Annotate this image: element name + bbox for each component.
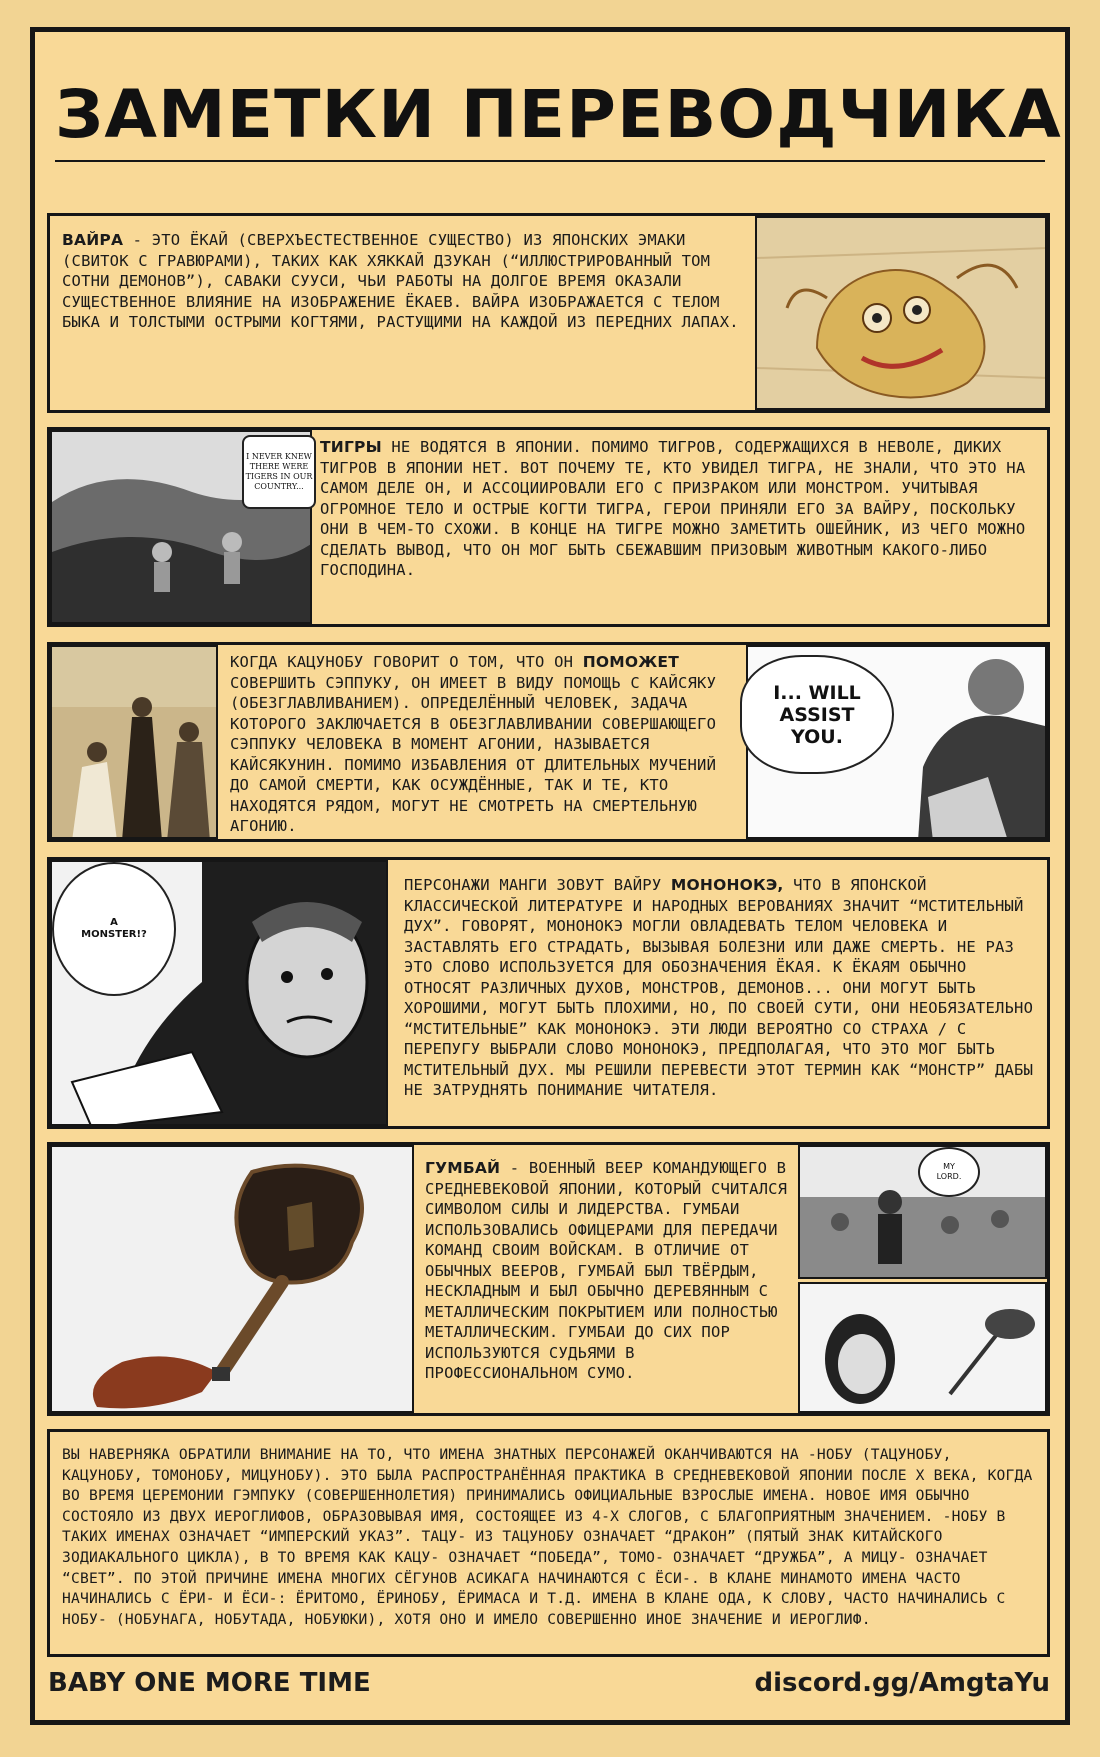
note-assist-text: [230, 652, 742, 837]
footer-team-name: BABY ONE MORE TIME: [48, 1668, 371, 1698]
note-body: НЕ ВОДЯТСЯ В ЯПОНИИ. ПОМИМО ТИГРОВ, СОДЕРЖАЩИХСЯ В НЕВОЛЕ, ДИКИХ ТИГРОВ В ЯПОНИИ НЕТ. ВОТ ПОЧЕМУ ТЕ, КТО УВИДЕЛ ТИГРА, НЕ ЗНАЛИ, ЧТО ЭТО НА САМОМ ДЕЛЕ ОН, И АССОЦИИРОВАЛИ ЕГО С ПРИЗРАКОМ ИЛИ МОНСТРОМ. УЧИТЫВАЯ ОГРОМНОЕ ТЕЛО И ОСТРЫЕ КОГТИ ТИГРА, ГЕРОИ ПРИНЯЛИ ЕГО ЗА ВАЙРУ, ПОСКОЛЬКУ ОНИ В ЧЕМ-ТО СХОЖИ. В КОНЦЕ НА ТИГРЕ МОЖНО ЗАМЕТИТЬ ОШЕЙНИК, ИЗ ЧЕГО МОЖНО СДЕЛАТЬ ВЫВОД, ЧТО ОН МОГ БЫТЬ СБЕЖАВШИМ ПРИЗОВЫМ ЖИВОТНЫМ КАКОГО-ЛИБО ГОСПОДИНА.: [320, 438, 1026, 579]
note-tigers-text: [320, 437, 1042, 581]
speech-monster-text: A MONSTER!?: [81, 917, 147, 940]
speech-bubble-assist: [740, 655, 894, 774]
note-term: МОНОНОКЭ,: [670, 876, 784, 894]
waira-scroll-image: [755, 216, 1047, 410]
speech-tigers-text: I NEVER KNEW THERE WERE TIGERS IN OUR COUNTRY...: [245, 452, 313, 491]
note-body-before: ПЕРСОНАЖИ МАНГИ ЗОВУТ ВАЙРУ: [404, 876, 671, 894]
speech-bubble-monster: [52, 862, 176, 996]
note-body: СОВЕРШИТЬ СЭППУКУ, ОН ИМЕЕТ В ВИДУ ПОМОЩЬ С КАЙСЯКУ (ОБЕЗГЛАВЛИВАНИЕМ). ОПРЕДЕЛЁННЫЙ ЧЕЛОВЕК, ЗАДАЧА КОТОРОГО ЗАКЛЮЧАЕТСЯ В ОБЕЗГЛАВЛИВАНИИ СОВЕРШАЮЩЕГО СЭППУКУ ЧЕЛОВЕКА В МОМЕНТ АГОНИИ, НАЗЫВАЕТСЯ КАЙСЯКУНИН. ПОМИМО ИЗБАВЛЕНИЯ ОТ ДЛИТЕЛЬНЫХ МУЧЕНИЙ ДО САМОЙ СМЕРТИ, КАК ОСУЖДЁННЫЕ, ТАК И ТЕ, КТО НАХОДЯТСЯ РЯДОМ, МОГУТ НЕ СМОТРЕТЬ НА СМЕРТЕЛЬНУЮ АГОНИЮ.: [230, 673, 717, 835]
page-title: ЗАМЕТКИ ПЕРЕВОДЧИКА: [55, 76, 1062, 153]
note-term: ВАЙРА: [62, 231, 124, 249]
note-waira-text: [62, 230, 742, 333]
footer-discord-link[interactable]: discord.gg/AmgtaYu: [754, 1668, 1050, 1698]
speech-bubble-lord: [918, 1147, 980, 1197]
gunbai-photo: [50, 1145, 414, 1413]
note-body-before: КОГДА КАЦУНОБУ ГОВОРИТ О ТОМ, ЧТО ОН: [230, 653, 583, 671]
note-body: ВЫ НАВЕРНЯКА ОБРАТИЛИ ВНИМАНИЕ НА ТО, ЧТО ИМЕНА ЗНАТНЫХ ПЕРСОНАЖЕЙ ОКАНЧИВАЮТСЯ НА -НОБУ (ТАЦУНОБУ, КАЦУНОБУ, ТОМОНОБУ, МИЦУНОБУ). ЭТО БЫЛА РАСПРОСТРАНЁННАЯ ПРАКТИКА В СРЕДНЕВЕКОВОЙ ЯПОНИИ ПОСЛЕ X ВЕКА, КОГДА ВО ВРЕМЯ ЦЕРЕМОНИИ ГЭМПУКУ (СОВЕРШЕННОЛЕТИЯ) ПРИНИМАЛИСЬ ОФИЦИАЛЬНЫЕ ВЗРОСЛЫЕ ИМЕНА. НОВОЕ ИМЯ ОБЫЧНО СОСТОЯЛО ИЗ ДВУХ ИЕРОГЛИФОВ, ОБРАЗОВЫВАЯ ИМЯ, СОСТОЯЩЕЕ ИЗ 4-Х СЛОГОВ, С БЛАГОПРИЯТНЫМ ЗНАЧЕНИЕМ. -НОБУ В ТАКИХ ИМЕНАХ ОЗНАЧАЕТ “ИМПЕРСКИЙ УКАЗ”. ТАЦУ- ИЗ ТАЦУНОБУ ОЗНАЧАЕТ “ДРАКОН” (ПЯТЫЙ ЗНАК КИТАЙСКОГО ЗОДИАКАЛЬНОГО ЦИКЛА), В ТО ВРЕМЯ КАК КАЦУ- ОЗНАЧАЕТ “ПОБЕДА”, ТОМО- ОЗНАЧАЕТ “ДРУЖБА”, А МИЦУ- ОЗНАЧАЕТ “СВЕТ”. ПО ЭТОЙ ПРИЧИНЕ ИМЕНА МНОГИХ СЁГУНОВ АСИКАГА НАЧИНАЮТСЯ С ЁСИ-. В КЛАНЕ МИНАМОТО ИМЕНА ЧАСТО НАЧИНАЛИСЬ С ЁРИ- И ЁСИ-: ЁРИТОМО, ЁРИНОБУ, ЁРИМАСА И Т.Д. ИМЕНА В КЛАНЕ ОДА, К СЛОВУ, ЧАСТО НАЧИНАЛИСЬ С НОБУ- (НОБУНАГА, НОБУТАДА, НОБУЮКИ), ХОТЯ ОНО И ИМЕЛО СОВЕРШЕННО ИНОЕ ЗНАЧЕНИЕ И ИЕРОГЛИФ.: [62, 1446, 1033, 1628]
note-term: ТИГРЫ: [320, 438, 382, 456]
note-gunbai-text: [425, 1158, 795, 1384]
note-term: ГУМБАЙ: [425, 1159, 501, 1177]
title-underline: [55, 160, 1045, 162]
note-mononoke-text: [404, 875, 1042, 1101]
speech-lord-text: MY LORD.: [936, 1162, 962, 1181]
seppuku-photo: [50, 645, 218, 839]
speech-bubble-tigers: [242, 435, 316, 509]
note-body: - ВОЕННЫЙ ВЕЕР КОМАНДУЮЩЕГО В СРЕДНЕВЕКОВОЙ ЯПОНИИ, КОТОРЫЙ СЧИТАЛСЯ СИМВОЛОМ СИЛЫ И ЛИДЕРСТВА. ГУМБАИ ИСПОЛЬЗОВАЛИСЬ ОФИЦЕРАМИ ДЛЯ ПЕРЕДАЧИ КОМАНД СВОИМ ВОЙСКАМ. В ОТЛИЧИЕ ОТ ОБЫЧНЫХ ВЕЕРОВ, ГУМБАЙ БЫЛ ТВЁРДЫМ, НЕСКЛАДНЫМ И БЫЛ ОБЫЧНО ДЕРЕВЯННЫМ С МЕТАЛЛИЧЕСКИМ ПОКРЫТИЕМ ИЛИ ПОЛНОСТЬЮ МЕТАЛЛИЧЕСКИМ. ГУМБАИ ДО СИХ ПОР ИСПОЛЬЗУЮТСЯ СУДЬЯМИ В ПРОФЕССИОНАЛЬНОМ СУМО.: [425, 1159, 788, 1382]
speech-assist-text: I... WILL ASSIST YOU.: [773, 681, 861, 748]
note-names-text: [62, 1445, 1037, 1630]
note-term: ПОМОЖЕТ: [582, 653, 679, 671]
gunbai-manga-panel-bottom: [798, 1282, 1047, 1413]
note-body: - ЭТО ЁКАЙ (СВЕРХЪЕСТЕСТВЕННОЕ СУЩЕСТВО) ИЗ ЯПОНСКИХ ЭМАКИ (СВИТОК С ГРАВЮРАМИ), ТАКИХ КАК ХЯККАЙ ДЗУКАН (“ИЛЛЮСТРИРОВАННЫЙ ТОМ СОТНИ ДЕМОНОВ”), САВАКИ СУУСИ, ЧЬИ РАБОТЫ НА ДОЛГОЕ ВРЕМЯ ОКАЗАЛИ СУЩЕСТВЕННОЕ ВЛИЯНИЕ НА ИЗОБРАЖЕНИЕ ЁКАЕВ. ВАЙРА ИЗОБРАЖАЕТСЯ С ТЕЛОМ БЫКА И ТОЛСТЫМИ ОСТРЫМИ КОГТЯМИ, РАСТУЩИМИ НА КАЖДОЙ ИЗ ПЕРЕДНИХ ЛАПАХ.: [62, 231, 739, 331]
note-body: ЧТО В ЯПОНСКОЙ КЛАССИЧЕСКОЙ ЛИТЕРАТУРЕ И НАРОДНЫХ ВЕРОВАНИЯХ ЗНАЧИТ “МСТИТЕЛЬНЫЙ ДУХ”. ГОВОРЯТ, МОНОНОКЭ МОГЛИ ОВЛАДЕВАТЬ ТЕЛОМ ЧЕЛОВЕКА И ЗАСТАВЛЯТЬ ЕГО СТРАДАТЬ, ВЫЗЫВАЯ БОЛЕЗНИ ИЛИ ДАЖЕ СМЕРТЬ. НЕ РАЗ ЭТО СЛОВО ИСПОЛЬЗУЕТСЯ ДЛЯ ОБОЗНАЧЕНИЯ ЁКАЯ. К ЁКАЯМ ОБЫЧНО ОТНОСЯТ РАЗЛИЧНЫХ ДУХОВ, МОНСТРОВ, ДЕМОНОВ... ОНИ МОГУТ БЫТЬ ХОРОШИМИ, МОГУТ БЫТЬ ПЛОХИМИ, НО, ПО СВОЕЙ СУТИ, ОНИ НЕОБЯЗАТЕЛЬНО “МСТИТЕЛЬНЫЕ” КАК МОНОНОКЭ. ЭТИ ЛЮДИ ВЕРОЯТНО СО СТРАХА / С ПЕРЕПУГУ ВЫБРАЛИ СЛОВО МОНОНОКЭ, ПРЕДПОЛАГАЯ, ЧТО ЭТО МОГ БЫТЬ МСТИТЕЛЬНЫЙ ДУХ. МЫ РЕШИЛИ ПЕРЕВЕСТИ ЭТОТ ТЕРМИН КАК “МОНСТР” ДАБЫ НЕ ЗАТРУДНЯТЬ ПОНИМАНИЕ ЧИТАТЕЛЯ.: [404, 876, 1034, 1099]
